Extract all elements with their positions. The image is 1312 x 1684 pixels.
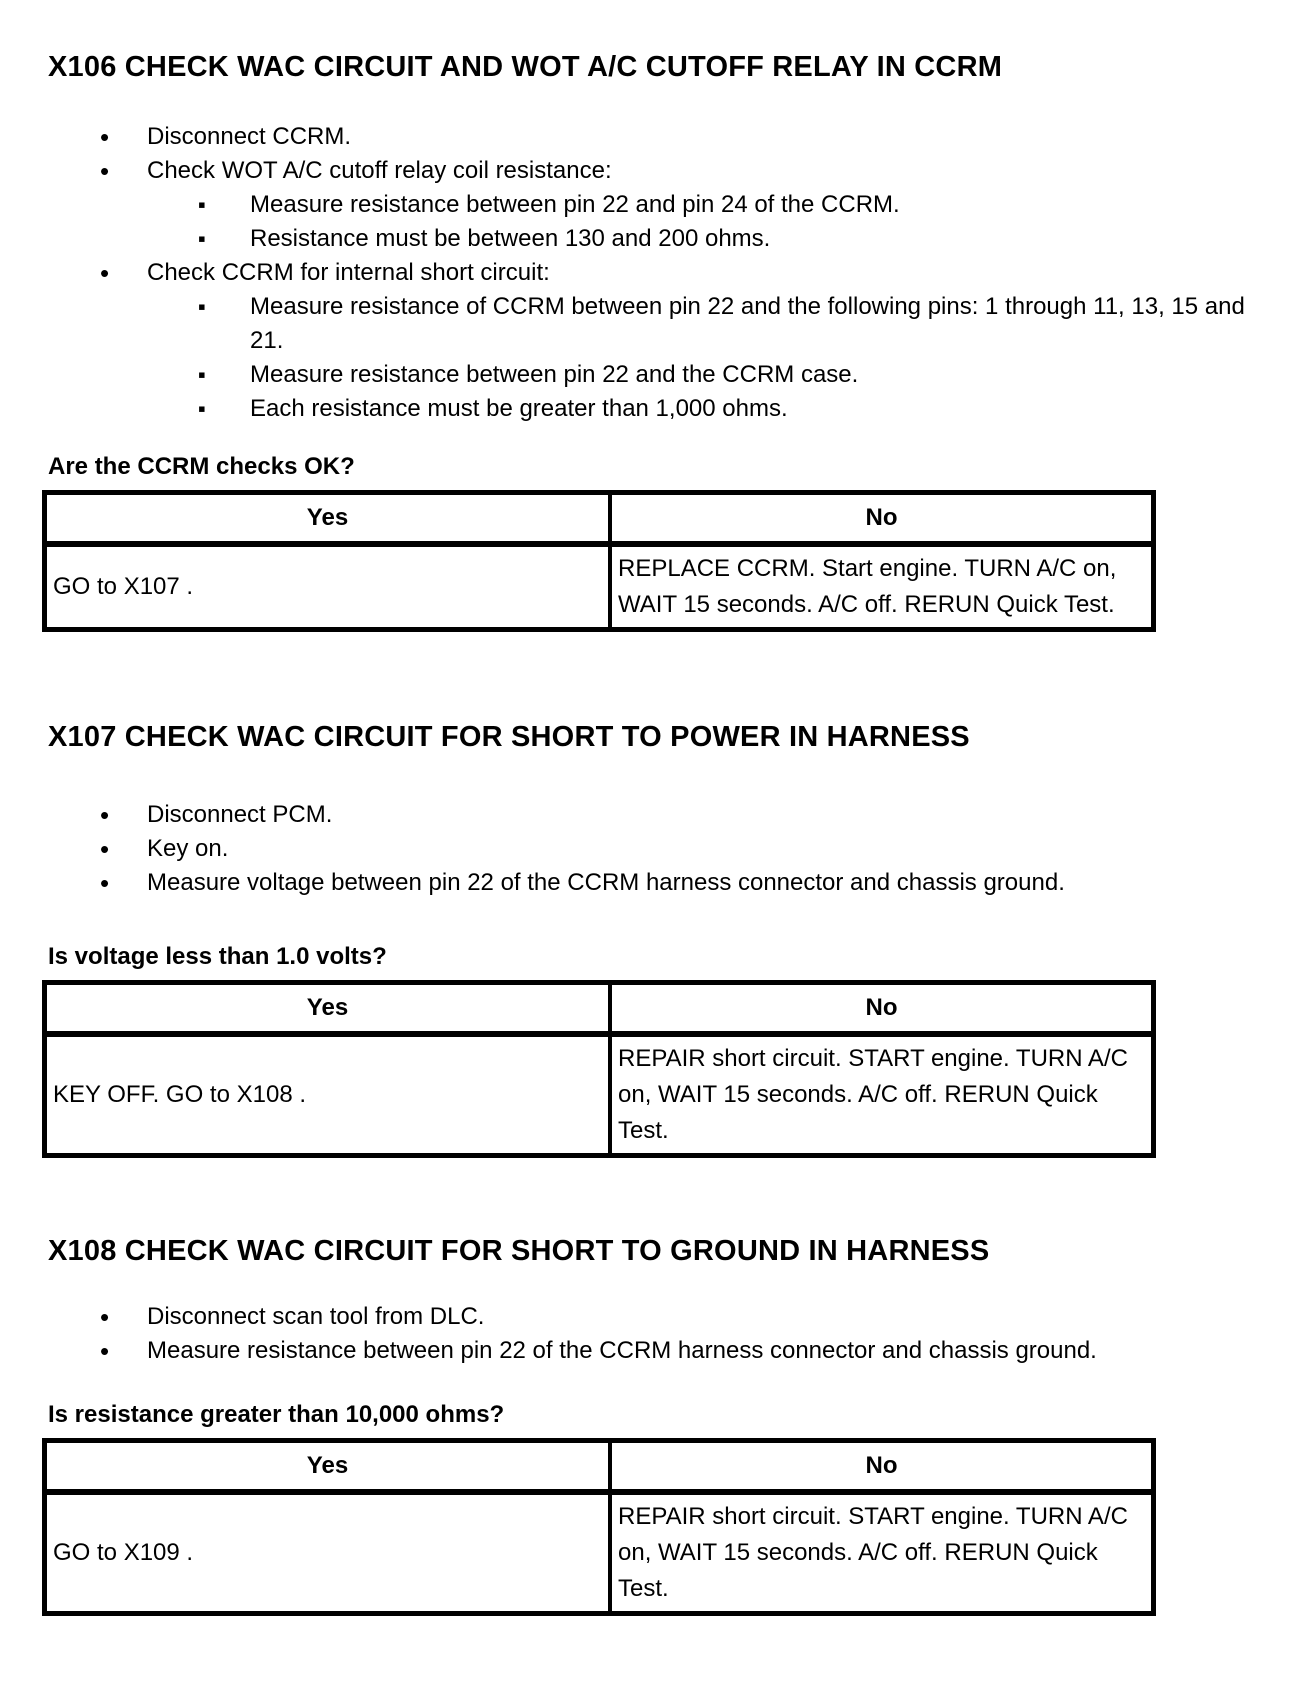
step-item bbox=[0, 798, 1312, 832]
section-x108 bbox=[0, 1234, 1312, 1616]
step-text: Disconnect PCM. bbox=[147, 801, 333, 828]
yes-action-cell: GO to X109 . bbox=[45, 1492, 611, 1614]
yes-column-header: Yes bbox=[45, 983, 611, 1035]
decision-question-x106: Are the CCRM checks OK? bbox=[48, 453, 355, 480]
square-bullet-icon: ▪ bbox=[198, 226, 206, 251]
step-item bbox=[0, 154, 1312, 188]
table-row bbox=[45, 544, 1154, 630]
bullet-icon: • bbox=[100, 834, 110, 864]
step-text: Key on. bbox=[147, 835, 229, 862]
no-action-cell: REPAIR short circuit. START engine. TURN A/C on, WAIT 15 seconds. A/C off. RERUN Quick Test. bbox=[618, 1503, 1128, 1602]
step-text: Each resistance must be greater than 1,000 ohms. bbox=[250, 395, 788, 422]
no-action-cell: REPLACE CCRM. Start engine. TURN A/C on, WAIT 15 seconds. A/C off. RERUN Quick Test. bbox=[618, 555, 1117, 618]
step-item bbox=[0, 1334, 1312, 1368]
step-text: Check CCRM for internal short circuit: bbox=[147, 259, 550, 286]
step-text: Measure resistance of CCRM between pin 22 and the following pins: 1 through 11, 13, 15 and 21. bbox=[250, 293, 1245, 354]
table-row bbox=[45, 1492, 1154, 1614]
decision-question-x107: Is voltage less than 1.0 volts? bbox=[48, 943, 387, 970]
yes-action-cell: KEY OFF. GO to X108 . bbox=[45, 1034, 611, 1156]
step-item bbox=[0, 832, 1312, 866]
square-bullet-icon: ▪ bbox=[198, 362, 206, 387]
section-title-x107: X107 CHECK WAC CIRCUIT FOR SHORT TO POWER IN HARNESS bbox=[48, 721, 970, 753]
bullet-icon: • bbox=[100, 800, 110, 830]
square-bullet-icon: ▪ bbox=[198, 396, 206, 421]
square-bullet-icon: ▪ bbox=[198, 192, 206, 217]
bullet-icon: • bbox=[100, 122, 110, 152]
decision-table-x107 bbox=[42, 980, 1156, 1158]
step-item bbox=[0, 188, 1312, 222]
bullet-icon: • bbox=[100, 156, 110, 186]
step-text: Resistance must be between 130 and 200 ohms. bbox=[250, 225, 771, 252]
step-item bbox=[0, 866, 1312, 900]
step-text: Check WOT A/C cutoff relay coil resistance: bbox=[147, 157, 612, 184]
yes-column-header: Yes bbox=[45, 1441, 611, 1493]
table-row bbox=[45, 1034, 1154, 1156]
section-title-x108: X108 CHECK WAC CIRCUIT FOR SHORT TO GROUND IN HARNESS bbox=[48, 1235, 990, 1267]
bullet-icon: • bbox=[100, 258, 110, 288]
section-x107 bbox=[0, 720, 1312, 1158]
step-item bbox=[0, 392, 1312, 426]
yes-column-header: Yes bbox=[45, 493, 611, 545]
step-text: Measure resistance between pin 22 and pin 24 of the CCRM. bbox=[250, 191, 900, 218]
decision-table-x106 bbox=[42, 490, 1156, 632]
step-item bbox=[0, 1300, 1312, 1334]
decision-question-x108: Is resistance greater than 10,000 ohms? bbox=[48, 1401, 505, 1428]
step-text: Measure resistance between pin 22 of the CCRM harness connector and chassis ground. bbox=[147, 1337, 1097, 1364]
step-text: Measure resistance between pin 22 and the CCRM case. bbox=[250, 361, 859, 388]
yes-action-cell: GO to X107 . bbox=[45, 544, 611, 630]
no-column-header: No bbox=[610, 983, 1154, 1035]
step-item bbox=[0, 256, 1312, 290]
procedure-steps-x106 bbox=[0, 120, 1312, 426]
no-action-cell: REPAIR short circuit. START engine. TURN A/C on, WAIT 15 seconds. A/C off. RERUN Quick Test. bbox=[618, 1045, 1128, 1144]
step-text: Disconnect CCRM. bbox=[147, 123, 352, 150]
bullet-icon: • bbox=[100, 1336, 110, 1366]
step-text: Measure voltage between pin 22 of the CCRM harness connector and chassis ground. bbox=[147, 869, 1065, 896]
procedure-steps-x108 bbox=[0, 1300, 1312, 1368]
step-item bbox=[0, 222, 1312, 256]
table-header-row bbox=[45, 983, 1154, 1035]
table-header-row bbox=[45, 493, 1154, 545]
no-column-header: No bbox=[610, 1441, 1154, 1493]
section-title-x106: X106 CHECK WAC CIRCUIT AND WOT A/C CUTOFF RELAY IN CCRM bbox=[48, 51, 1003, 83]
no-column-header: No bbox=[610, 493, 1154, 545]
square-bullet-icon: ▪ bbox=[198, 294, 206, 319]
bullet-icon: • bbox=[100, 868, 110, 898]
decision-table-x108 bbox=[42, 1438, 1156, 1616]
bullet-icon: • bbox=[100, 1302, 110, 1332]
table-header-row bbox=[45, 1441, 1154, 1493]
step-item bbox=[0, 358, 1312, 392]
section-x106 bbox=[0, 0, 1312, 632]
procedure-steps-x107 bbox=[0, 798, 1312, 900]
step-item bbox=[0, 120, 1312, 154]
step-item bbox=[0, 290, 1312, 358]
step-text: Disconnect scan tool from DLC. bbox=[147, 1303, 485, 1330]
